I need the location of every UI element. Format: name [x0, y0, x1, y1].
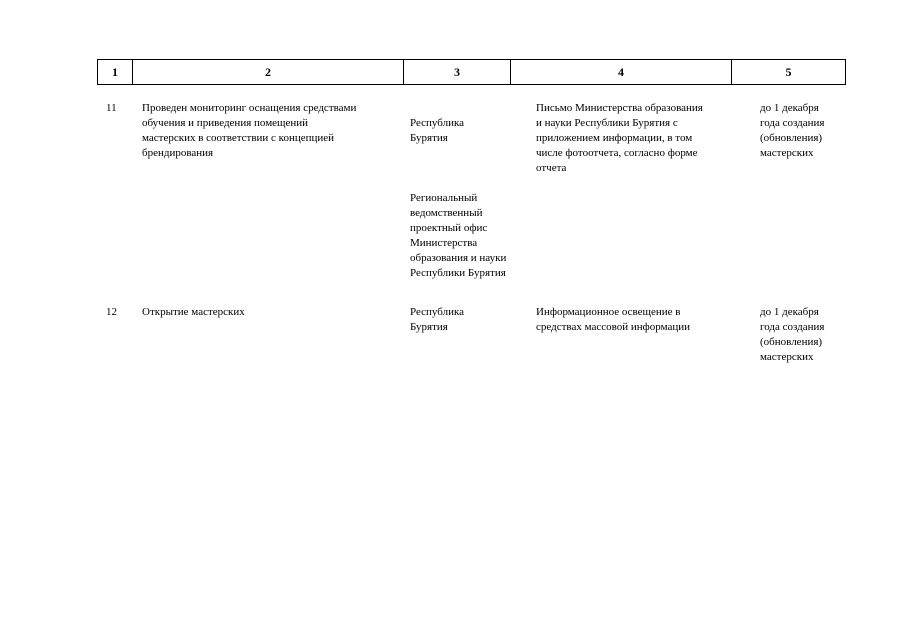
header-cell-3: 3 — [404, 59, 511, 85]
row-result-document: Информационное освещение в средствах массовой информации — [536, 306, 691, 333]
row-number: 12 — [106, 306, 117, 318]
row-result-document: Письмо Министерства образования и науки Республики Бурятия с приложением информации, в том числе фотоотчета, согласно форме отчета — [536, 102, 703, 174]
header-cell-1: 1 — [97, 59, 133, 85]
header-cell-4: 4 — [511, 59, 732, 85]
row-event-text: Проведен мониторинг оснащения средствами обучения и приведения помещений мастерских в соответствии с концепцией брендирования — [142, 102, 357, 159]
row-deadline: до 1 декабря года создания (обновления) мастерских — [760, 102, 825, 159]
row-responsible-gap — [410, 161, 530, 176]
row-responsible-region: Республика Бурятия — [410, 306, 465, 333]
header-cell-2: 2 — [133, 59, 404, 85]
row-deadline: до 1 декабря года создания (обновления) мастерских — [760, 306, 825, 363]
row-event-text: Открытие мастерских — [142, 306, 245, 318]
row-responsible — [410, 101, 530, 296]
header-cell-5: 5 — [732, 59, 846, 85]
row-number: 11 — [106, 102, 117, 114]
row-responsible-region: Республика Бурятия — [410, 117, 465, 144]
row-responsible-office: Региональный ведомственный проектный офис Министерства образования и науки Республики Бурятия — [410, 192, 507, 279]
